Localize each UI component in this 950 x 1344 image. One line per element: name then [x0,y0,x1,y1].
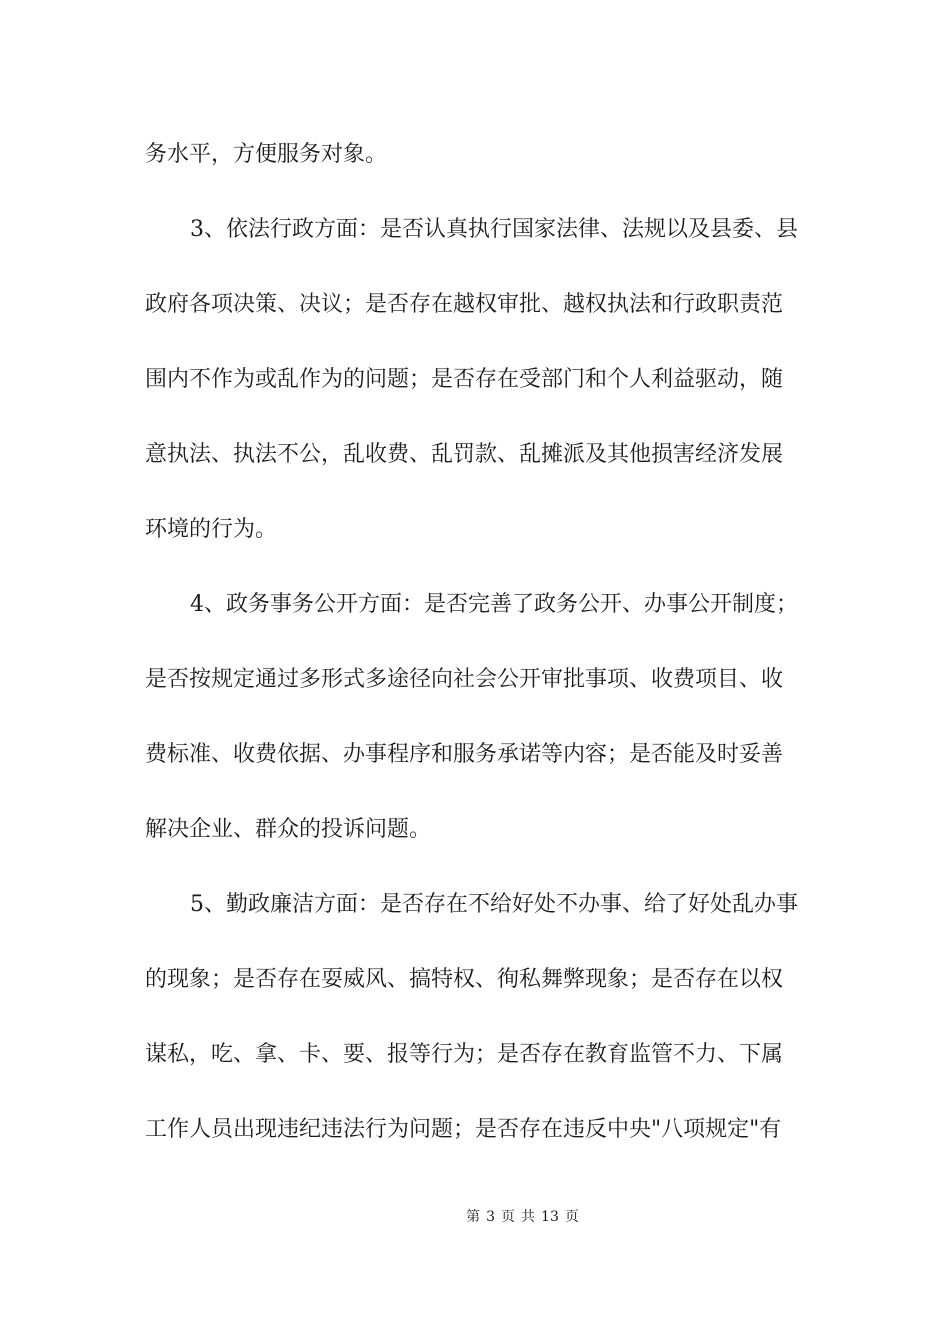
footer-prefix: 第 [466,1209,481,1225]
page-footer [0,1208,950,1226]
footer-page-word: 页 [501,1209,516,1225]
text-line: 意执法、执法不公，乱收费、乱罚款、乱摊派及其他损害经济发展 [145,442,784,467]
footer-suffix: 页 [564,1209,579,1225]
footer-total-word: 共 [521,1209,536,1225]
text-line: 的现象；是否存在耍威风、搞特权、徇私舞弊现象；是否存在以权 [145,967,784,992]
text-line: 是否按规定通过多形式多途径向社会公开审批事项、收费项目、收 [145,667,784,692]
text-line: 政府各项决策、决议；是否存在越权审批、越权执法和行政职责范 [145,292,784,317]
text-line: 谋私，吃、拿、卡、要、报等行为；是否存在教育监管不力、下属 [145,1042,784,1067]
text-line: 工作人员出现违纪违法行为问题；是否存在违反中央"八项规定"有 [145,1117,782,1142]
text-line: 环境的行为。 [145,517,278,542]
text-line: 4、政务事务公开方面：是否完善了政务公开、办事公开制度； [190,592,798,617]
text-line: 5、勤政廉洁方面：是否存在不给好处不办事、给了好处乱办事 [190,892,798,917]
text-line: 费标准、收费依据、办事程序和服务承诺等内容；是否能及时妥善 [145,742,784,767]
text-line: 围内不作为或乱作为的问题；是否存在受部门和个人利益驱动，随 [145,367,784,392]
text-line: 解决企业、群众的投诉问题。 [145,817,432,842]
footer-page-number: 3 [486,1209,496,1225]
text-line: 3、依法行政方面：是否认真执行国家法律、法规以及县委、县 [190,217,798,242]
footer-total-pages: 13 [541,1209,559,1225]
text-line: 务水平，方便服务对象。 [145,142,388,167]
